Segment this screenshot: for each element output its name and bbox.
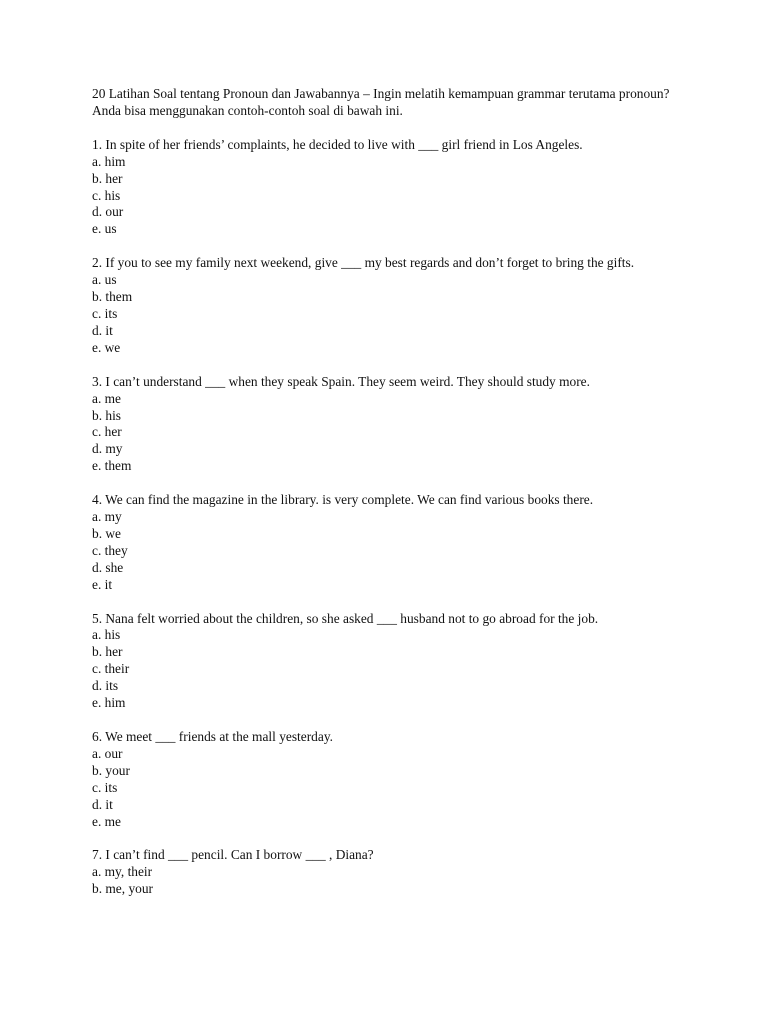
answer-options (92, 746, 692, 831)
answer-option: c. they (92, 542, 128, 558)
intro-paragraph: 20 Latihan Soal tentang Pronoun dan Jawabannya – Ingin melatih kemampuan grammar terutama pronoun? Anda bisa menggunakan contoh-contoh soal di bawah ini. (92, 86, 670, 118)
answer-option: e. us (92, 221, 117, 237)
answer-option: c. his (92, 187, 121, 203)
answer-option: c. its (92, 305, 118, 321)
question-text: 5. Nana felt worried about the children, so she asked ___ husband not to go abroad for the job. (92, 610, 599, 626)
answer-option: b. we (92, 525, 122, 541)
answer-option: a. him (92, 153, 126, 169)
answer-option: d. it (92, 796, 113, 812)
answer-option: a. my (92, 509, 122, 525)
answer-options (92, 864, 692, 898)
answer-option: c. its (92, 779, 118, 795)
question-text: 7. I can’t find ___ pencil. Can I borrow ___ , Diana? (92, 847, 374, 863)
answer-option: b. your (92, 762, 130, 778)
answer-option: b. them (92, 289, 133, 305)
question-text: 2. If you to see my family next weekend, give ___ my best regards and don’t forget to bring the gifts. (92, 255, 635, 271)
question-4 (92, 492, 692, 593)
answer-option: e. we (92, 339, 121, 355)
question-5 (92, 611, 692, 712)
answer-option: c. their (92, 661, 130, 677)
answer-options (92, 509, 692, 594)
answer-option: c. her (92, 424, 122, 440)
answer-option: d. our (92, 204, 124, 220)
answer-options (92, 391, 692, 476)
answer-option: b. me, your (92, 881, 153, 897)
answer-option: a. his (92, 627, 121, 643)
answer-option: b. her (92, 644, 123, 660)
question-text: 3. I can’t understand ___ when they speak Spain. They seem weird. They should study more. (92, 373, 590, 389)
answer-option: e. it (92, 576, 113, 592)
question-3 (92, 374, 692, 475)
answer-option: e. me (92, 813, 121, 829)
question-7 (92, 847, 692, 898)
answer-option: b. his (92, 407, 122, 423)
answer-option: a. our (92, 745, 123, 761)
answer-option: a. us (92, 272, 117, 288)
document-page (92, 86, 692, 915)
question-1 (92, 137, 692, 238)
answer-option: d. my (92, 441, 123, 457)
question-text: 6. We meet ___ friends at the mall yesterday. (92, 729, 333, 744)
question-text: 4. We can find the magazine in the library. is very complete. We can find various books there. (92, 492, 594, 508)
answer-option: e. him (92, 695, 126, 711)
answer-option: e. them (92, 458, 132, 474)
answer-option: d. its (92, 678, 119, 694)
answer-options (92, 627, 692, 712)
answer-option: d. she (92, 559, 124, 575)
question-2 (92, 255, 692, 356)
answer-option: d. it (92, 322, 113, 338)
answer-option: a. my, their (92, 864, 153, 880)
question-text: 1. In spite of her friends’ complaints, he decided to live with ___ girl friend in Los Angeles. (92, 136, 583, 152)
answer-option: b. her (92, 170, 123, 186)
question-6 (92, 729, 692, 830)
answer-options (92, 154, 692, 239)
question-list (92, 137, 692, 898)
answer-options (92, 272, 692, 357)
answer-option: a. me (92, 390, 121, 406)
